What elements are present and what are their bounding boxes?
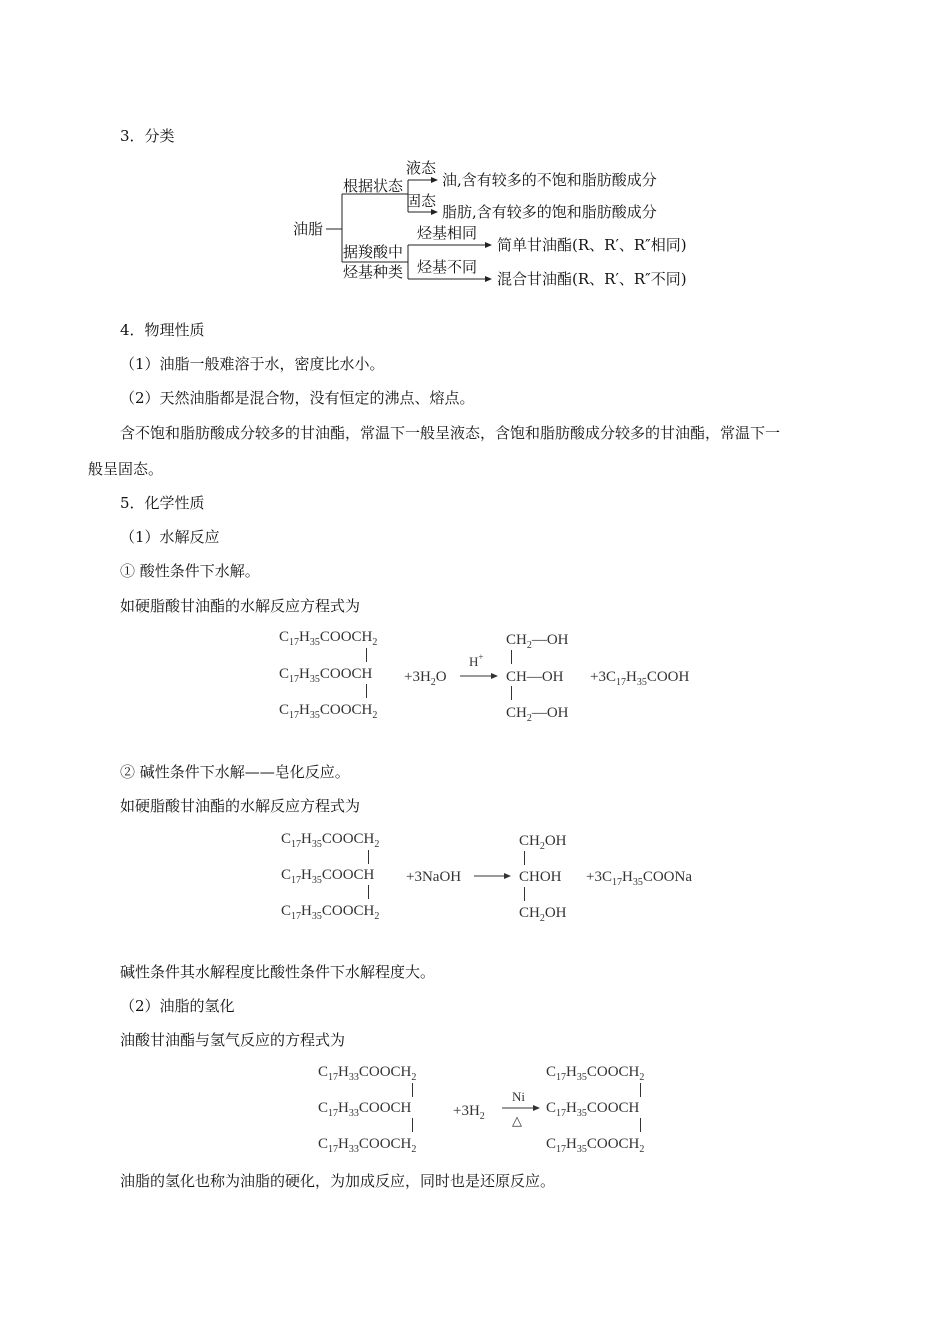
eq2-glycerol-row-1: $CH_2OH$ xyxy=(519,833,567,852)
eq2-glycerol-row-2: CHOH xyxy=(519,869,562,885)
section-4-title: 4．物理性质 xyxy=(120,321,205,339)
diagram-solid-label: 固态 xyxy=(406,192,437,210)
hydrogenation-intro: 油酸甘油酯与氢气反应的方程式为 xyxy=(120,1031,346,1049)
eq1-glycerol-row-2: CH—OH xyxy=(506,669,564,685)
diagram-liquid-result: 油,含有较多的不饱和脂肪酸成分 xyxy=(442,171,657,189)
diagram-diff-label: 烃基不同 xyxy=(417,258,478,276)
eq3-product-row-2: $C_{17}H_{35}COOCH$ xyxy=(546,1100,640,1119)
eq1-water-term: $+3H_2O$ xyxy=(404,669,447,688)
paragraph-solubility: （1）油脂一般难溶于水，密度比水小。 xyxy=(120,355,385,373)
diagram-by-acid-label-2: 烃基种类 xyxy=(343,263,404,281)
eq3-reactant-row-1: $C_{17}H_{33}COOCH_2$ xyxy=(318,1064,417,1083)
eq1-reactant-row-1: $C_{17}H_{35}COOCH_2$ xyxy=(279,629,378,648)
eq1-glycerol-row-1: $CH_2—OH$ xyxy=(506,632,569,651)
acid-equation-intro: 如硬脂酸甘油酯的水解反应方程式为 xyxy=(120,597,361,615)
hydrogenation-note: 油脂的氢化也称为油脂的硬化，为加成反应，同时也是还原反应。 xyxy=(120,1172,556,1190)
eq1-reactant-row-3: $C_{17}H_{35}COOCH_2$ xyxy=(279,702,378,721)
base-hydrolysis-title: ② 碱性条件下水解——皂化反应。 xyxy=(120,763,350,781)
subsection-hydrolysis: （1）水解反应 xyxy=(120,528,220,546)
eq2-soap-product: $+3C_{17}H_{35}COONa$ xyxy=(586,869,692,888)
eq2-glycerol-row-3: $CH_2OH$ xyxy=(519,905,567,924)
diagram-diff-result: 混合甘油酯(R、R′、R″不同) xyxy=(497,270,687,288)
paragraph-mixture: （2）天然油脂都是混合物，没有恒定的沸点、熔点。 xyxy=(120,389,475,407)
eq1-catalyst: H+ xyxy=(469,652,484,669)
eq3-product-row-3: $C_{17}H_{35}COOCH_2$ xyxy=(546,1136,645,1155)
diagram-liquid-label: 液态 xyxy=(406,159,437,177)
eq3-hydrogen-term: $+3H_2$ xyxy=(453,1103,485,1122)
paragraph-state-1: 含不饱和脂肪酸成分较多的甘油酯，常温下一般呈液态，含饱和脂肪酸成分较多的甘油酯，常温下一 xyxy=(120,424,781,442)
paragraph-comparison: 碱性条件其水解程度比酸性条件下水解程度大。 xyxy=(120,963,436,981)
subsection-hydrogenation: （2）油脂的氢化 xyxy=(120,997,235,1015)
eq2-naoh-term: +3NaOH xyxy=(406,869,462,885)
diagram-by-acid-label-1: 据羧酸中 xyxy=(343,243,404,261)
eq2-reactant-row-2: $C_{17}H_{35}COOCH$ xyxy=(281,867,375,886)
base-equation-intro: 如硬脂酸甘油酯的水解反应方程式为 xyxy=(120,797,361,815)
section-5-title: 5．化学性质 xyxy=(120,494,205,512)
eq3-bond xyxy=(640,1118,641,1132)
diagram-by-state-label: 根据状态 xyxy=(343,177,404,195)
eq1-acid-product: $+3C_{17}H_{35}COOH$ xyxy=(590,669,690,688)
eq3-bond xyxy=(640,1083,641,1097)
diagram-same-label: 烃基相同 xyxy=(417,224,478,242)
diagram-root-label: 油脂 xyxy=(293,220,324,238)
eq2-reactant-row-3: $C_{17}H_{35}COOCH_2$ xyxy=(281,903,380,922)
section-3-title: 3．分类 xyxy=(120,127,175,145)
eq3-heat-symbol: △ xyxy=(512,1113,522,1128)
acid-hydrolysis-title: ① 酸性条件下水解。 xyxy=(120,562,260,580)
eq3-reactant-row-2: $C_{17}H_{33}COOCH$ xyxy=(318,1100,412,1119)
eq3-catalyst: Ni xyxy=(512,1089,525,1104)
eq3-reactant-row-3: $C_{17}H_{33}COOCH_2$ xyxy=(318,1136,417,1155)
eq1-reactant-row-2: $C_{17}H_{35}COOCH$ xyxy=(279,666,373,685)
diagram-same-result: 简单甘油酯(R、R′、R″相同) xyxy=(497,236,687,254)
eq1-glycerol-row-3: $CH_2—OH$ xyxy=(506,705,569,724)
paragraph-state-2: 般呈固态。 xyxy=(88,460,164,478)
eq2-reactant-row-1: $C_{17}H_{35}COOCH_2$ xyxy=(281,831,380,850)
eq3-product-row-1: $C_{17}H_{35}COOCH_2$ xyxy=(546,1064,645,1083)
diagram-solid-result: 脂肪,含有较多的饱和脂肪酸成分 xyxy=(442,203,657,221)
